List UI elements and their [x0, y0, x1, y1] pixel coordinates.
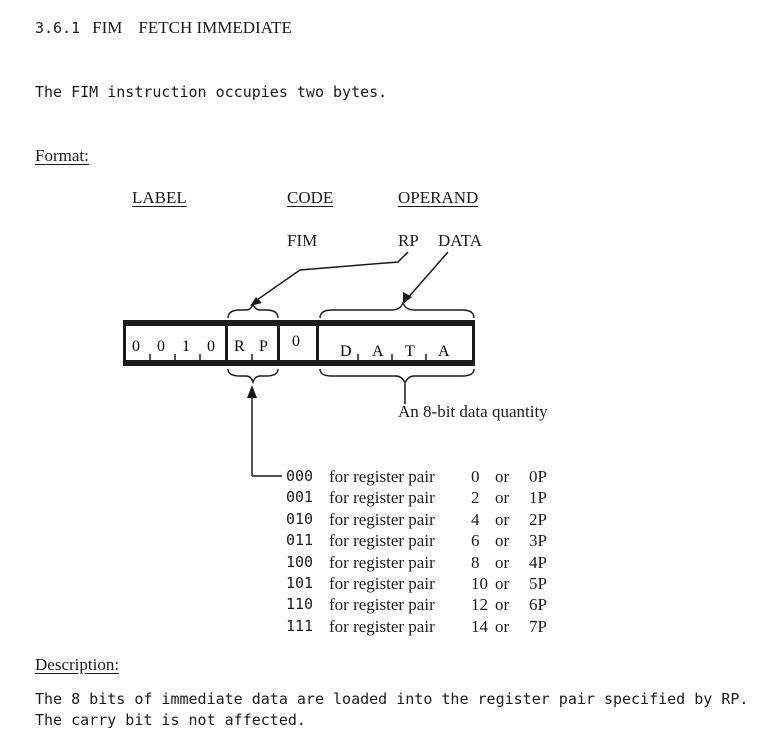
opcode-bit-3: 1 — [182, 338, 190, 355]
register-pair-row — [286, 509, 547, 530]
syntax-data: DATA — [438, 231, 482, 250]
format-label: Format: — [35, 146, 89, 165]
register-or: or — [495, 552, 510, 572]
frame-bottom-bar — [123, 360, 475, 366]
opcode-bit-1: 0 — [132, 338, 140, 355]
section-number: 3.6.1 — [35, 19, 81, 37]
register-number: 4 — [471, 509, 480, 529]
register-pair-name: 5P — [529, 574, 547, 594]
column-label: LABEL — [132, 188, 187, 207]
register-pair-name: 0P — [529, 467, 547, 486]
section-mnemonic: FIM — [92, 18, 123, 37]
register-or: or — [495, 509, 510, 529]
register-code: 010 — [286, 509, 314, 528]
register-number: 6 — [471, 531, 480, 551]
description-line-1: The 8 bits of immediate data are loaded into the register pair specified by RP. — [35, 690, 749, 708]
register-code: 000 — [286, 467, 314, 485]
register-code: 110 — [286, 595, 314, 614]
separator-rp-zero — [277, 320, 280, 366]
description-line-2: The carry bit is not affected. — [35, 711, 306, 729]
register-or: or — [495, 574, 510, 594]
register-pair-name: 6P — [529, 595, 547, 615]
opcode-bit-4: 0 — [207, 338, 215, 355]
register-pair-name: 2P — [529, 509, 547, 529]
rp-bottom-brace — [228, 369, 278, 382]
bit-ticks — [150, 354, 426, 360]
register-number: 2 — [471, 488, 480, 508]
register-number: 8 — [471, 552, 480, 572]
register-pair-row — [286, 573, 547, 594]
register-pair-row — [286, 487, 547, 508]
register-number: 14 — [471, 616, 488, 636]
register-pair-name: 1P — [529, 488, 547, 508]
register-pair-table — [286, 466, 547, 637]
data-arrow-line — [406, 252, 448, 300]
data-top-brace — [320, 303, 474, 318]
rp-arrow-line — [254, 252, 408, 302]
column-code: CODE — [287, 188, 334, 207]
frame-left-edge — [123, 320, 126, 366]
data-bit-d: D — [340, 343, 352, 360]
register-pair-name: 7P — [529, 616, 547, 636]
register-pair-row — [286, 530, 547, 551]
data-bottom-brace — [320, 369, 474, 383]
separator-opcode-rp — [225, 320, 228, 366]
register-or: or — [495, 616, 510, 636]
register-pair-row — [286, 594, 547, 615]
data-bit-t: T — [405, 343, 415, 360]
register-or: or — [495, 467, 510, 486]
register-text: for register pair — [329, 467, 435, 486]
data-bit-a2: A — [438, 343, 450, 360]
zero-bit: 0 — [292, 333, 300, 350]
register-text: for register pair — [329, 616, 435, 636]
register-pair-row — [286, 466, 547, 487]
register-code: 001 — [286, 488, 314, 507]
section-title: FETCH IMMEDIATE — [138, 18, 292, 37]
register-pair-rows — [286, 466, 547, 637]
register-text: for register pair — [329, 552, 435, 572]
opcode-bit-2: 0 — [157, 338, 165, 355]
frame-right-edge — [472, 320, 475, 366]
register-or: or — [495, 488, 510, 508]
rp-top-brace — [228, 304, 278, 318]
register-text: for register pair — [329, 531, 435, 551]
register-text: for register pair — [329, 595, 435, 615]
register-pair-row — [286, 616, 547, 637]
register-code: 111 — [286, 616, 314, 635]
register-pair-row — [286, 552, 547, 573]
register-text: for register pair — [329, 488, 435, 508]
register-pair-name: 4P — [529, 552, 547, 572]
register-number: 10 — [471, 574, 488, 594]
description-label: Description: — [35, 655, 120, 674]
register-text: for register pair — [329, 509, 435, 529]
data-note: An 8-bit data quantity — [398, 402, 548, 421]
rp-bit-r: R — [234, 338, 245, 355]
separator-zero-data — [316, 320, 319, 366]
intro-text: The FIM instruction occupies two bytes. — [35, 83, 388, 101]
register-code: 100 — [286, 552, 314, 571]
syntax-code: FIM — [287, 231, 318, 250]
register-code: 101 — [286, 574, 314, 593]
syntax-rp: RP — [398, 231, 419, 250]
frame-top-bar — [123, 320, 475, 326]
register-text: for register pair — [329, 574, 435, 594]
register-number: 12 — [471, 595, 488, 615]
register-or: or — [495, 531, 510, 551]
register-code: 011 — [286, 531, 314, 550]
column-operand: OPERAND — [398, 188, 479, 207]
register-pair-name: 3P — [529, 531, 547, 551]
data-bit-a1: A — [372, 343, 384, 360]
register-or: or — [495, 595, 510, 615]
rp-bit-p: P — [259, 338, 268, 355]
rp-code-arrowhead — [247, 385, 257, 398]
register-number: 0 — [471, 467, 480, 486]
